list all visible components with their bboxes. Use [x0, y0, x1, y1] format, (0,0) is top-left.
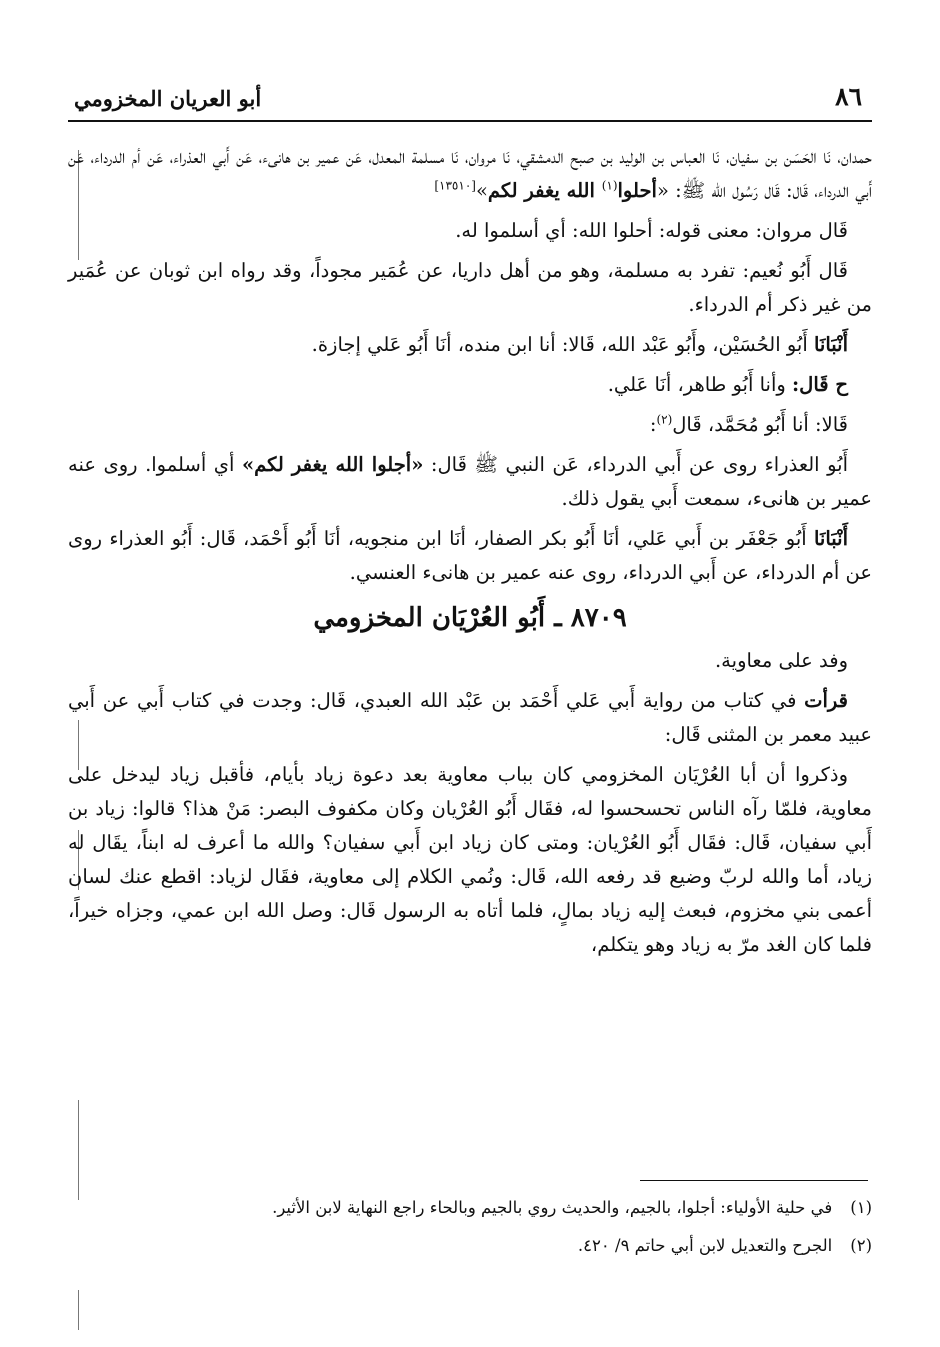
paragraph-qaratu: قرأت في كتاب من رواية أَبي عَلي أَحْمَد بن عَبْد الله العبدي، قَال: وجدت في كتاب أَبي عن أَبي عبيد معمر بن المثنى قَال:: [68, 689, 872, 746]
margin-mark: [78, 1100, 79, 1200]
page-header: [68, 80, 872, 122]
footnote-1-text: في حلية الأولياء: أجلوا، بالجيم، والحديث روي بالجيم وبالحاء راجع النهاية لابن الأثير.: [272, 1198, 833, 1217]
paragraph-ha-qal: ح قَال: وأنا أَبُو طاهر، أنَا عَلي.: [607, 373, 848, 396]
margin-mark: [78, 1290, 79, 1330]
footnote-marker-1: (١): [601, 178, 618, 193]
hadith-reference-number: [١٣٥١٠]: [434, 178, 476, 193]
footnote-2-number: (٢): [850, 1236, 872, 1255]
page-number: ٨٦: [835, 82, 862, 111]
paragraph-qala: قَالا: أنا أَبُو مُحَمَّد، قَال$^{(٢)}$:: [649, 412, 848, 436]
footnote-1-number: (١): [850, 1198, 872, 1217]
footnote-separator: [640, 1180, 868, 1181]
paragraph-narrative: وذكروا أن أبا العُرْيَان المخزومي كان بباب معاوية بعد دعوة زياد بأيام، فأقبل زياد ليدخل على معاوية، فلمّا رآه الناس تحسحسوا له، فقَال أَبُو العُرْيان وكان مكفوف البصر: مَنْ هذا؟ قالوا: زياد بن أَبي سفيان، قَال: فقَال أَبُو العُرْيان: ومتى كان زياد ابن أَبي سفيان؟ والله ما أعرف له ابناً، يقَال له زياد، أما والله لربّ وضيع قد رفعه الله، قَال: ونُمي الكلام إلى معاوية، فقَال لزياد: اقطع عنك لسان أعمى بني مخزوم، فبعث إليه زياد بمالٍ، فلما أتاه به الرسول قَال: وصل الله ابن عمي، وجزاه خيراً، فلما كان الغد مرّ به زياد وهو يتكلم،: [68, 763, 872, 956]
paragraph-anbana-2: أَنْبَانَا أَبُو جَعْفَر بن أَبي عَلي، أنَا أَبُو بكر الصفار، أنَا ابن منجويه، أنَا أَبُو أَحْمَد، قَال: أَبُو العذراء روى عن أم الدرداء، عن أَبي الدرداء، روى عنه عمير بن هانىء العنسي.: [68, 527, 872, 584]
entry-heading: ٨٧٠٩ ـ أَبُو العُرْيَان المخزومي: [313, 603, 627, 633]
running-title: أبو العريان المخزومي: [74, 86, 262, 111]
paragraph-abu-al-adhra: أَبُو العذراء روى عن أَبي الدرداء، عَن النبي ﷺ قَال: «أجلوا الله يغفر لكم» أي أسلموا. روى عنه عمير بن هانىء، سمعت أَبي يقول ذلك.: [68, 453, 872, 510]
footnote-1: [68, 1196, 872, 1220]
paragraph-marwan: قَال مروان: معنى قوله: أحلوا الله: أي أسلموا له.: [455, 219, 848, 242]
footnote-2: [68, 1234, 872, 1258]
paragraph-isnad-1: حمدان، نَا الحَسَن بن سفيان، نَا العباس بن الوليد بن صبح الدمشقي، نَا مروان، نَا مسلمة المعدل، عَن عمير بن هانىء، عَن أَبي العذراء، عَن أم الدرداء، عَن أَبي الدرداء، قَال: قَال رَسُول الله ﷺ: «أحلوا$^{(١)}$ الله يغفر لكم»[١٣٥١٠]: [68, 145, 872, 202]
paragraph-abu-nuaym: قَال أَبُو نُعيم: تفرد به مسلمة، وهو من أهل داريا، عن عُمَير مجوداً، وقد رواه ابن ثوبان عن عُمَير من غير ذكر أم الدرداء.: [68, 259, 872, 316]
main-text: [68, 140, 872, 968]
footnote-marker-2: (٢): [656, 412, 673, 427]
paragraph-anbana-1: أَنْبَانَا أَبُو الحُسَيْن، وأَبُو عَبْد الله، قَالا: أنا ابن منده، أنَا أَبُو عَلي إجازة.: [311, 333, 848, 356]
footnote-2-text: الجرح والتعديل لابن أبي حاتم ٩/ ٤٢٠.: [577, 1236, 833, 1255]
paragraph-wafada: وفد على معاوية.: [714, 649, 848, 672]
